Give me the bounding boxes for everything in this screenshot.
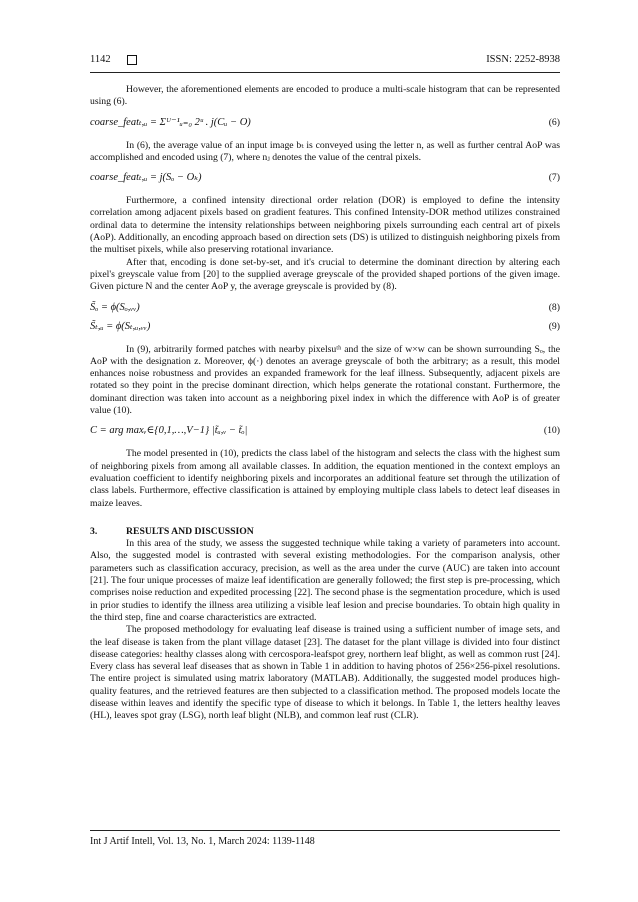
equation-text: coarse_featₜ,ᵤ = Σᵁ⁻¹ᵤ₌₀ 2ᵘ . j(Cᵤ − O)	[90, 116, 251, 128]
paragraph: In (9), arbitrarily formed patches with nearby pixelsuᵗʰ and the size of w×w can be shown surrounding Sₒ, the AoP with the designation z. Moreover, ϕ(·) denotes an average greyscale of both the arbitrary; as a result, this model enhances noise robustness and provides an expanded framework for the leaf illness. Subsequently, adjacent pixels are rotated so they point in the precise dominant direction, which helps generate the rotational constant. Furthermore, the dominant direction was taken into account as a neighboring pixel index in which the difference with AoP is of greater value (10).	[90, 343, 560, 417]
equation-text: C = arg maxᵥ∈{0,1,…,V−1} |t̃ᵤ,ᵥ − t̃ₒ|	[90, 425, 248, 437]
section-number: 3.	[90, 525, 98, 537]
paragraph: After that, encoding is done set-by-set, and it's crucial to determine the dominant direction by altering each pixel's greyscale value from [20] to the supplied average greyscale of the provided shaped portions of the given image. Given picture N and the center AoP y, the average greyscale is provided by (8).	[90, 256, 560, 293]
square-bullet-icon	[127, 55, 137, 65]
equation-9	[90, 321, 560, 336]
equation-text: S̃ₜ,ᵤ = ϕ(Sₜ,ᵤ,ᵥᵥ)	[90, 320, 151, 332]
paragraph: However, the aforementioned elements are encoded to produce a multi-scale histogram that can be represented using (6).	[90, 84, 560, 108]
header-rule	[90, 72, 560, 73]
issn: ISSN: 2252-8938	[486, 54, 560, 65]
paragraph: In (6), the average value of an input image bₜ is conveyed using the letter n, as well as further central AoP was accomplished and encoded using (7), where nⱼ denotes the value of the central pixels.	[90, 139, 560, 163]
equation-number: (8)	[548, 301, 560, 313]
paragraph: In this area of the study, we assess the suggested technique while taking a variety of parameters into account. Also, the suggested model is contrasted with several existing methodologies. For the comparison analysis, other parameters such as classification accuracy, precision, as well as the area under the curve (AUC) are taken into account [21]. The four unique processes of maize leaf identification are generally followed; the first step is pre-processing, which comprises noise reduction and expedited processing [22]. The second phase is the segmentation procedure, which is used in prior studies to identify the illness area utilizing a visible leaf lesion and precise boundaries. To obtain high quality in the third step, fine and coarse characteristics are extracted.	[90, 538, 560, 623]
equation-text: S̃ₒ = ϕ(Sₒ,ᵥᵥ)	[90, 301, 140, 313]
paragraph: Furthermore, a confined intensity directional order relation (DOR) is employed to define the intensity correlation among adjacent pixels based on gradient features. This confined Intensity-DOR method utilizes constrained ordinal data to determine the intensity relationships between neighboring pixels surrounding each central art of pixels (AoP). Additionally, an encoding approach based on direction sets (DS) is utilized to distinguish neighboring pixels from the multiset pixels, while also preserving rotational invariance.	[90, 195, 560, 256]
equation-6	[90, 117, 560, 132]
equation-text: coarse_featₜ,ᵤ = j(Sₒ − Oₖ)	[90, 172, 202, 184]
page-number: 1142	[90, 54, 111, 65]
equation-10	[90, 425, 560, 440]
equation-number: (10)	[543, 425, 560, 437]
section-heading	[90, 526, 560, 538]
footer-rule	[90, 830, 560, 831]
paragraph: The proposed methodology for evaluating leaf disease is trained using a sufficient number of image sets, and the leaf disease is taken from the plant village dataset [23]. The dataset for the plant village is divided into four distinct disease categories: healthy classes along with cercospora-leafspot grey, northern leaf blight, as well as common rust [24]. Every class has several leaf diseases that as shown in Table 1 in addition to having photos of 256×256-pixel resolutions. The entire project is simulated using matrix laboratory (MATLAB). Additionally, the suggested model produces high-quality features, and the retrieved features are then subjected to a classification method. The proposed models locate the disease within leaves and identify the specific type of disease to which it belongs. In Table 1, the letters healthy leaves (HL), leaves spot gray (LSG), north leaf blight (NLB), and common leaf rust (CLR).	[90, 624, 560, 722]
equation-number: (7)	[548, 172, 560, 184]
equation-7	[90, 172, 560, 187]
footer-citation: Int J Artif Intell, Vol. 13, No. 1, March 2024: 1139-1148	[90, 836, 315, 847]
section-title: RESULTS AND DISCUSSION	[126, 525, 254, 537]
paragraph: The model presented in (10), predicts the class label of the histogram and selects the class with the highest sum of neighboring pixels from among all available classes. In addition, the equation mentioned in the context employs an evaluation coefficient to identify neighboring pixels and incorporates an additional feature set through the utilization of class labels. Furthermore, effective classification is attained by employing multiple class labels to detect leaf diseases in maize leaves.	[90, 448, 560, 509]
page-body	[90, 84, 560, 723]
running-header	[90, 54, 560, 70]
equation-number: (6)	[548, 116, 560, 128]
equation-8	[90, 302, 560, 317]
equation-number: (9)	[548, 320, 560, 332]
